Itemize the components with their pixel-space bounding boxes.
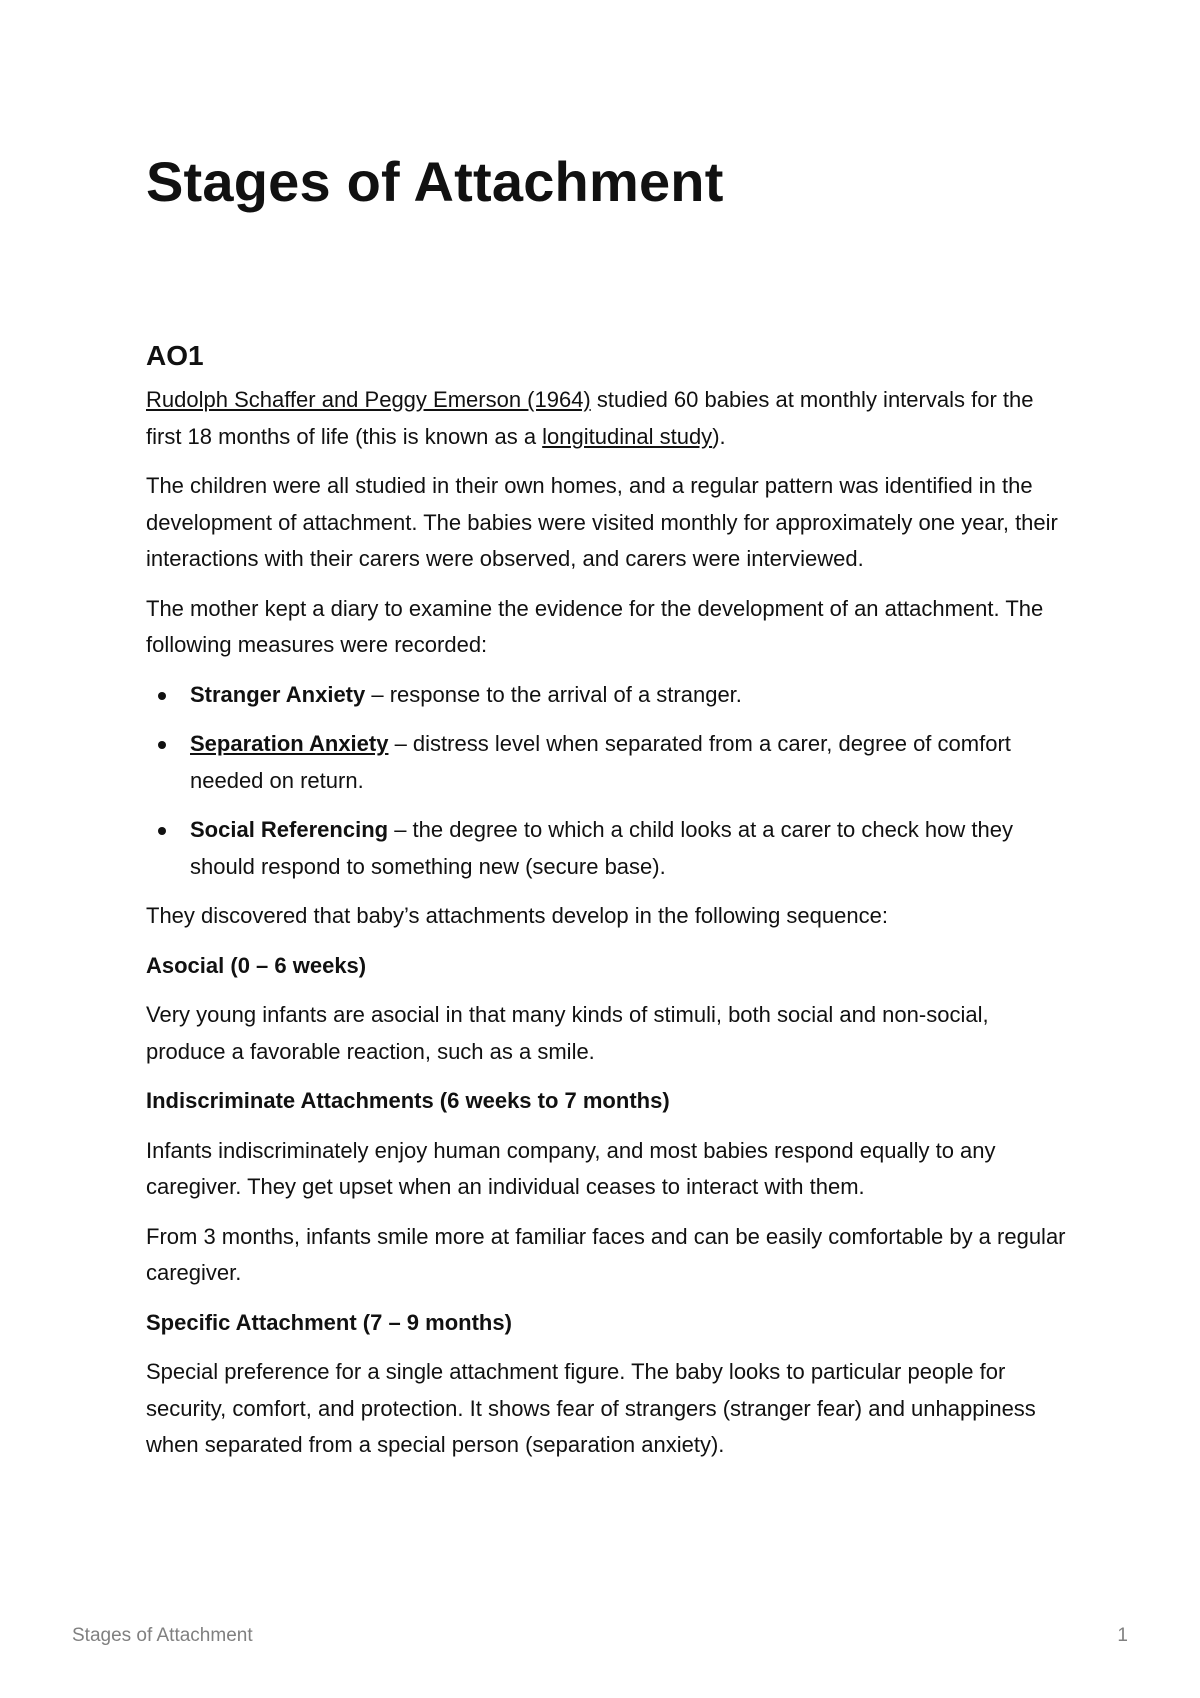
stage-indiscriminate-text-2: From 3 months, infants smile more at familiar faces and can be easily comfortable by a regular caregiver.: [146, 1223, 1066, 1285]
stage-heading-specific: Specific Attachment (7 – 9 months): [146, 1309, 512, 1335]
measures-list: [146, 677, 1066, 886]
intro-text-b: ).: [712, 423, 726, 449]
measure-text: – distress level when separated from a carer, degree of comfort needed on return.: [190, 731, 1011, 793]
section-heading-ao1: AO1: [146, 340, 204, 371]
separation-anxiety-link[interactable]: Separation Anxiety: [190, 731, 389, 756]
bullet-icon: [158, 827, 166, 835]
footer-document-title: Stages of Attachment: [72, 1625, 253, 1646]
stage-indiscriminate-text-1: Infants indiscriminately enjoy human company, and most babies respond equally to any caregiver. They get upset when an individual ceases to interact with them.: [146, 1137, 996, 1199]
measure-text: – the degree to which a child looks at a carer to check how they should respond to something new (secure base).: [190, 817, 1013, 879]
measure-term: Social Referencing: [190, 817, 389, 842]
bullet-icon: [158, 692, 166, 700]
document-title: Stages of Attachment: [146, 150, 724, 213]
intro-text-a: studied 60 babies at monthly intervals for the first 18 months of life (this is known as a: [146, 387, 1034, 449]
footer-page-number: 1: [1117, 1625, 1128, 1646]
stage-specific-text: Special preference for a single attachment figure. The baby looks to particular people for security, comfort, and protection. It shows fear of strangers (stranger fear) and unhappiness when separated from a special person (separation anxiety).: [146, 1359, 1036, 1457]
sequence-paragraph: They discovered that baby’s attachments develop in the following sequence:: [146, 903, 888, 928]
list-item-stranger-anxiety: [146, 677, 1066, 714]
stage-heading-asocial: Asocial (0 – 6 weeks): [146, 952, 367, 978]
document-body: [146, 336, 1066, 1477]
intro-paragraph: [146, 382, 1066, 455]
method-paragraph: The children were all studied in their own homes, and a regular pattern was identified in the development of attachment. The babies were visited monthly for approximately one year, their interactions with their carers were observed, and carers were interviewed.: [146, 473, 1058, 571]
bullet-icon: [158, 741, 166, 749]
authors-link[interactable]: Rudolph Schaffer and Peggy Emerson (1964): [146, 387, 591, 412]
stage-asocial-text: Very young infants are asocial in that many kinds of stimuli, both social and non-social, produce a favorable reaction, such as a smile.: [146, 1002, 989, 1064]
list-item-social-referencing: [146, 812, 1066, 885]
stage-heading-indiscriminate: Indiscriminate Attachments (6 weeks to 7 months): [146, 1088, 670, 1113]
list-item-separation-anxiety: [146, 726, 1066, 799]
measure-text: – response to the arrival of a stranger.: [365, 681, 742, 707]
measure-term: Stranger Anxiety: [190, 681, 366, 707]
diary-paragraph: The mother kept a diary to examine the evidence for the development of an attachment. The following measures were recorded:: [146, 595, 1044, 657]
longitudinal-study-link[interactable]: longitudinal study: [542, 423, 713, 449]
